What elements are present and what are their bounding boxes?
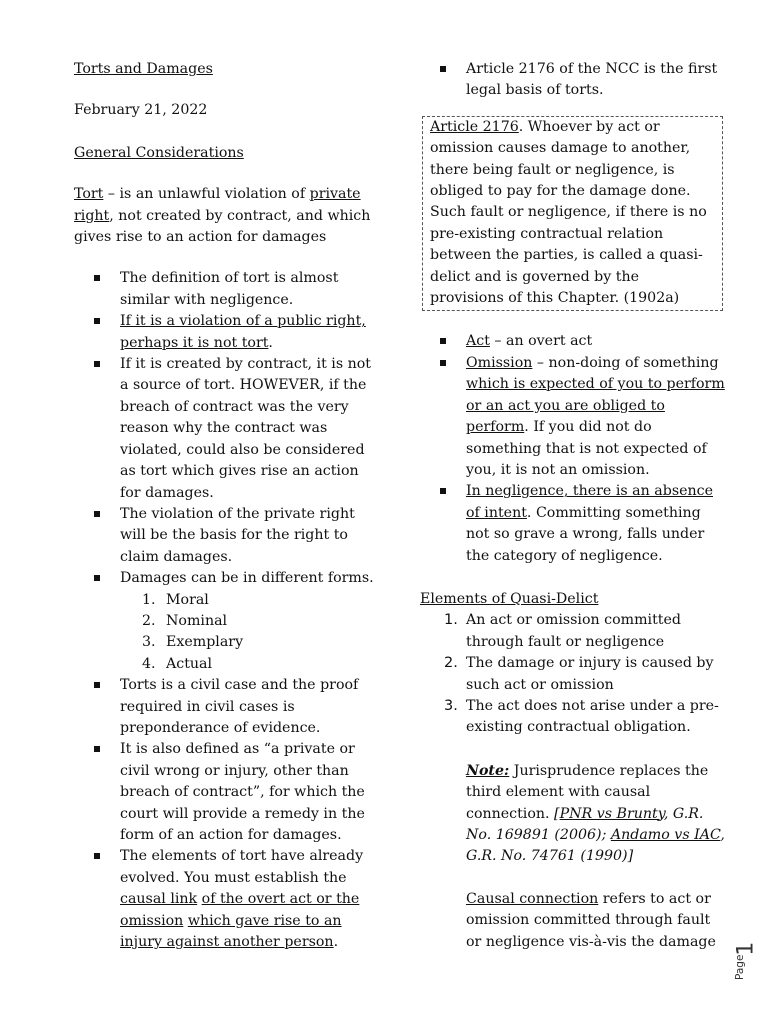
damages-item-label: Exemplary xyxy=(166,634,244,651)
tort-def-text-1: – is an unlawful violation of xyxy=(103,186,310,203)
negligence-phrase: In negligence, there is an absence of intent xyxy=(466,483,713,521)
private-right-term: private right xyxy=(74,186,361,224)
note-text: Jurisprudence replaces the third element with causal connection. xyxy=(466,762,709,822)
damages-item-number: 3. xyxy=(142,634,156,651)
article-2176-box xyxy=(422,116,723,312)
tort-definition xyxy=(74,184,374,248)
element-text: An act or omission committed through fault or negligence xyxy=(466,612,681,650)
causal-connection-text: refers to act or omission committed through fault or negligence vis-à-vis the damage xyxy=(466,890,716,950)
document-title: Torts and Damages xyxy=(74,61,213,77)
article-text: . Whoever by act or omission causes damage to another, there being fault or negligence, is obliged to pay for the damage done. Such fault or negligence, if there is no pre-existing contractual relation between the parties, is called a quasi-delict and is governed by the provisions of this Chapter. (1902a) xyxy=(430,118,707,307)
injury-phrase: which gave rise to an injury against another person xyxy=(120,912,342,951)
causal-connection-paragraph xyxy=(466,889,726,953)
element-item xyxy=(420,653,726,696)
citation-gr-2: , G.R. No. 74761 (1990)] xyxy=(466,827,725,865)
left-column xyxy=(74,59,374,953)
note-label: Note: xyxy=(466,762,510,779)
list-item xyxy=(74,846,374,953)
damages-item-label: Moral xyxy=(166,591,209,608)
damages-item-number: 1. xyxy=(142,591,156,608)
jurisprudence-note xyxy=(466,761,726,868)
citation-gr-1: , G.R. No. 169891 (2006); xyxy=(466,805,704,843)
document-date: February 21, 2022 xyxy=(74,102,208,119)
omission-text-2: . If you did not do something that is not expected of you, it is not an omission. xyxy=(466,419,707,478)
elements-list xyxy=(420,610,726,738)
damages-item xyxy=(74,654,374,675)
act-omission-list xyxy=(420,331,726,566)
tort-bullet-list xyxy=(74,268,374,953)
act-term: Act xyxy=(466,333,490,350)
list-item: It is also defined as “a private or civil wrong or injury, other than breach of contract”, for which the court will provide a remedy in the form of an action for damages. xyxy=(74,739,374,846)
article-label: Article 2176 xyxy=(430,118,519,135)
list-item: If it is created by contract, it is not a source of tort. HOWEVER, if the breach of contract was the very reason why the contract was violated, could also be considered as tort which gives rise an action for damages. xyxy=(74,354,374,504)
causal-link-term: causal link xyxy=(120,891,198,908)
section-title: General Considerations xyxy=(74,144,244,161)
right-column xyxy=(420,59,726,953)
overt-act-phrase: of the overt act or the omission xyxy=(120,891,360,929)
list-item: The definition of tort is almost similar with negligence. xyxy=(74,268,374,311)
damages-item xyxy=(74,632,374,653)
damages-list xyxy=(74,590,374,676)
damages-item-label: Actual xyxy=(166,655,213,672)
public-right-note: If it is a violation of a public right, perhaps it is not tort xyxy=(120,313,366,351)
element-item xyxy=(420,696,726,739)
element-number: 3. xyxy=(444,697,458,714)
omission-text-1: – non-doing of something xyxy=(532,354,719,371)
damages-item xyxy=(74,590,374,611)
page-number-value: 1 xyxy=(733,941,759,956)
elements-title: Elements of Quasi-Delict xyxy=(420,590,599,607)
element-number: 2. xyxy=(444,655,458,672)
list-item: Article 2176 of the NCC is the first legal basis of torts. xyxy=(420,59,726,102)
citation-open: [ xyxy=(554,805,560,822)
damages-forms-text: Damages can be in different forms. xyxy=(120,570,374,587)
citation-case-2: Andamo vs IAC xyxy=(610,827,721,843)
negligence-text: . Committing something not so grave a wrong, falls under the category of negligence. xyxy=(466,504,705,564)
tort-term: Tort xyxy=(74,186,104,203)
elements-period: . xyxy=(333,934,339,951)
list-item xyxy=(74,568,374,675)
omission-phrase: which is expected of you to perform or an act you are obliged to perform xyxy=(466,376,725,436)
list-item xyxy=(74,311,374,354)
act-definition: – an overt act xyxy=(489,333,593,350)
elements-text-1: The elements of tort have already evolved. You must establish the xyxy=(120,848,364,886)
page-number xyxy=(728,938,768,988)
element-text: The damage or injury is caused by such act or omission xyxy=(466,655,714,693)
list-item: Torts is a civil case and the proof required in civil cases is preponderance of evidence. xyxy=(74,675,374,739)
public-right-period: . xyxy=(268,334,273,351)
causal-connection-term: Causal connection xyxy=(466,890,599,907)
list-item xyxy=(420,481,726,567)
list-item xyxy=(420,353,726,481)
ncc-bullet-list xyxy=(420,59,726,102)
list-item: The violation of the private right will be the basis for the right to claim damages. xyxy=(74,504,374,568)
tort-def-text-2: , not created by contract, and which gives rise to an action for damages xyxy=(74,207,371,246)
omission-term: Omission xyxy=(466,354,533,371)
page-word: Page xyxy=(734,954,746,980)
damages-item xyxy=(74,611,374,632)
element-text: The act does not arise under a pre-existing contractual obligation. xyxy=(466,697,719,736)
damages-item-number: 4. xyxy=(142,655,156,672)
damages-item-number: 2. xyxy=(142,612,156,629)
list-item xyxy=(420,331,726,352)
element-item xyxy=(420,610,726,653)
element-number: 1. xyxy=(444,612,458,629)
citation-case-1: PNR vs Brunty xyxy=(559,805,664,822)
damages-item-label: Nominal xyxy=(166,612,228,629)
